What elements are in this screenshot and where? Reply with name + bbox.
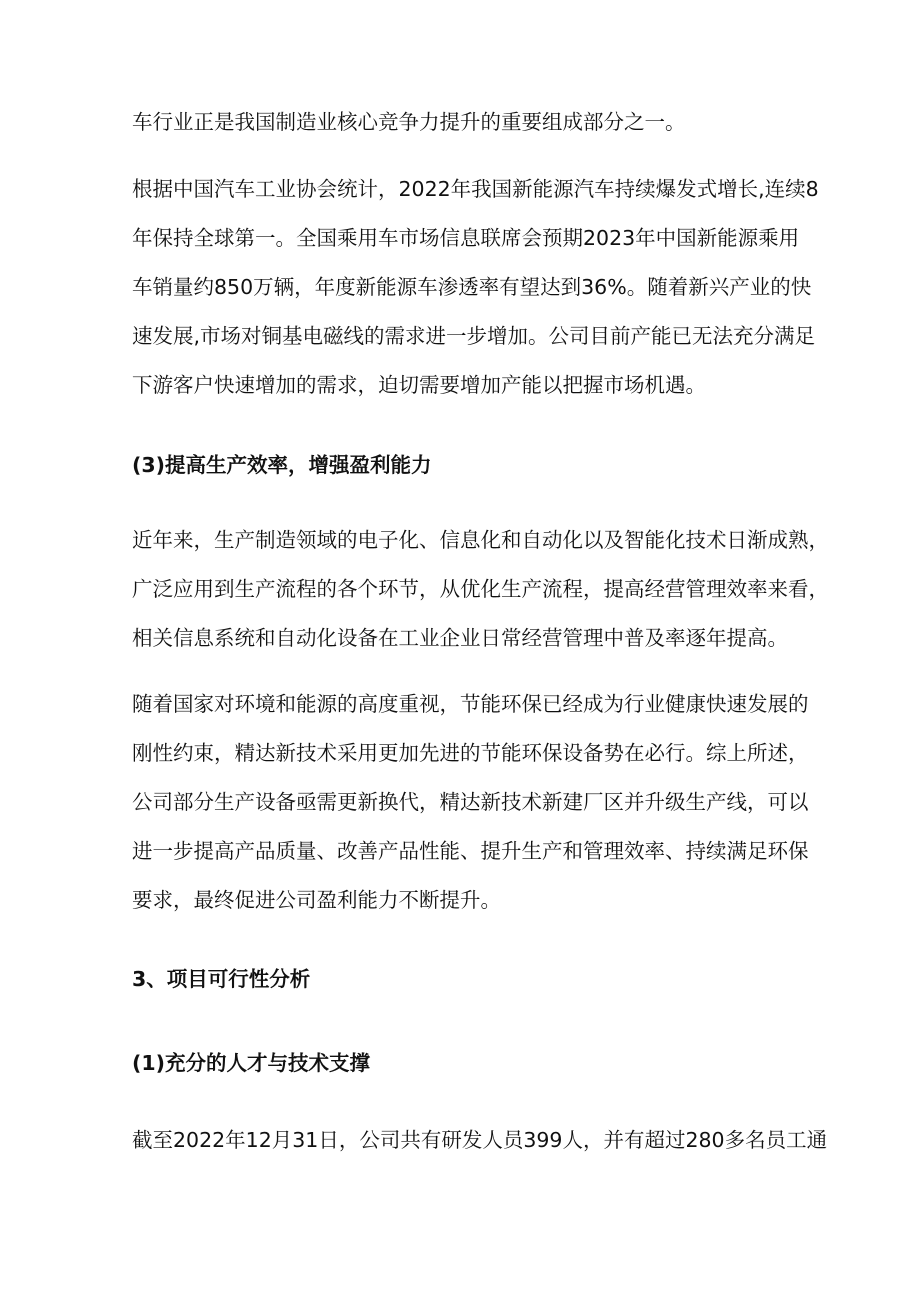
paragraph-line: 车销量约850万辆，年度新能源车渗透率有望达到36%。随着新兴产业的快 bbox=[132, 275, 812, 299]
subsection-heading: (1)充分的人才与技术支撑 bbox=[132, 1051, 371, 1075]
paragraph-line: 截至2022年12月31日，公司共有研发人员399人，并有超过280多名员工通 bbox=[132, 1128, 828, 1152]
paragraph-line: 刚性约束，精达新技术采用更加先进的节能环保设备势在必行。综上所述， bbox=[132, 741, 809, 765]
paragraph-line: 速发展,市场对铜基电磁线的需求进一步增加。公司目前产能已无法充分满足 bbox=[132, 324, 816, 348]
paragraph-line: 相关信息系统和自动化设备在工业企业日常经营管理中普及率逐年提高。 bbox=[132, 626, 788, 650]
paragraph-line: 进一步提高产品质量、改善产品性能、提升生产和管理效率、持续满足环保 bbox=[132, 839, 809, 863]
paragraph-line: 年保持全球第一。全国乘用车市场信息联席会预期2023年中国新能源乘用 bbox=[132, 226, 800, 250]
section-heading: 3、项目可行性分析 bbox=[132, 967, 311, 991]
paragraph-line: 根据中国汽车工业协会统计，2022年我国新能源汽车持续爆发式增长,连续8 bbox=[132, 177, 819, 201]
section-heading: (3)提高生产效率，增强盈利能力 bbox=[132, 453, 432, 477]
paragraph-line: 车行业正是我国制造业核心竞争力提升的重要组成部分之一。 bbox=[132, 110, 686, 134]
paragraph-line: 公司部分生产设备亟需更新换代，精达新技术新建厂区并升级生产线，可以 bbox=[132, 790, 809, 814]
paragraph-line: 要求，最终促进公司盈利能力不断提升。 bbox=[132, 888, 501, 912]
paragraph-line: 随着国家对环境和能源的高度重视，节能环保已经成为行业健康快速发展的 bbox=[132, 692, 809, 716]
paragraph-line: 广泛应用到生产流程的各个环节，从优化生产流程，提高经营管理效率来看， bbox=[132, 577, 829, 601]
paragraph-line: 下游客户快速增加的需求，迫切需要增加产能以把握市场机遇。 bbox=[132, 373, 706, 397]
paragraph-line: 近年来，生产制造领域的电子化、信息化和自动化以及智能化技术日渐成熟， bbox=[132, 528, 829, 552]
